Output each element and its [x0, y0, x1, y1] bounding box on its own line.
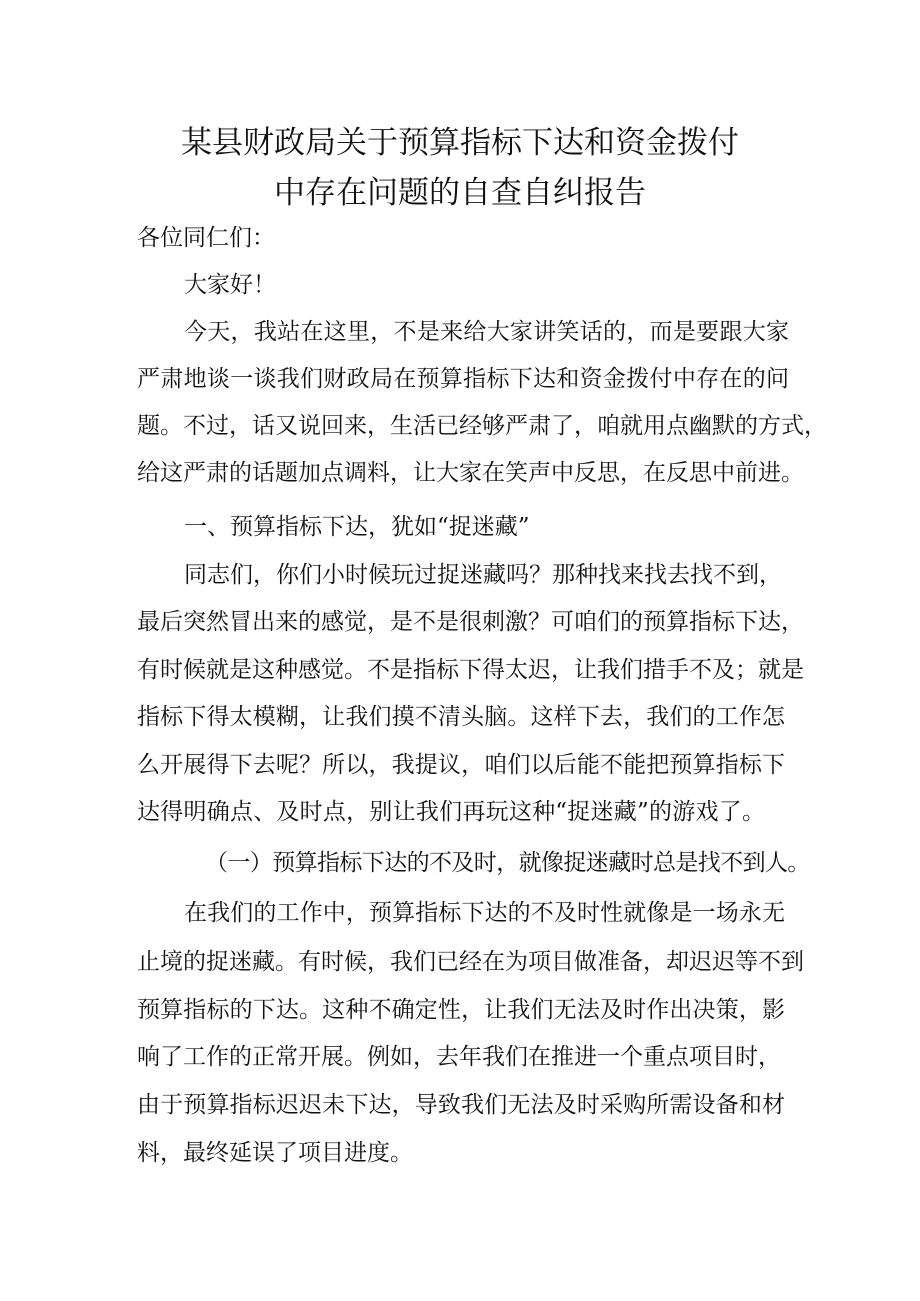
intro-line: 给这严肃的话题加点调料，让大家在笑声中反思，在反思中前进。 [137, 460, 804, 486]
document-title-line-1: 某县财政局关于预算指标下达和资金拨付 [181, 125, 739, 161]
intro-line: 题。不过，话又说回来，生活已经够严肃了，咱就用点幽默的方式， [137, 413, 827, 439]
subsection-line: 止境的捉迷藏。有时候，我们已经在为项目做准备，却迟迟等不到 [137, 949, 804, 975]
section-line: 同志们，你们小时候玩过捉迷藏吗？那种找来找去找不到， [184, 562, 782, 588]
document-title-line-2: 中存在问题的自查自纠报告 [274, 175, 646, 211]
section-line: 最后突然冒出来的感觉，是不是很刺激？可咱们的预算指标下达， [137, 609, 804, 635]
subsection-line: 在我们的工作中，预算指标下达的不及时性就像是一场永无 [184, 900, 785, 926]
section-line: 达得明确点、及时点，别让我们再玩这种“捉迷藏”的游戏了。 [137, 799, 765, 825]
intro-line: 严肃地谈一谈我们财政局在预算指标下达和资金拨付中存在的问 [137, 366, 789, 392]
subsection-line: 料，最终延误了项目进度。 [137, 1140, 413, 1166]
subsection-line: 由于预算指标迟迟未下达，导致我们无法及时采购所需设备和材 [137, 1092, 785, 1118]
section-line: 么开展得下去呢？所以，我提议，咱们以后能不能把预算指标下 [137, 752, 785, 778]
greeting: 大家好！ [184, 272, 276, 298]
intro-line: 今天，我站在这里，不是来给大家讲笑话的，而是要跟大家 [184, 319, 789, 345]
salutation: 各位同仁们： [137, 225, 275, 251]
subsection-line: 响了工作的正常开展。例如，去年我们在推进一个重点项目时， [137, 1044, 781, 1070]
section-heading: 一、预算指标下达，犹如“捉迷藏” [184, 514, 530, 540]
section-line: 有时候就是这种感觉。不是指标下得太迟，让我们措手不及；就是 [137, 657, 804, 683]
section-line: 指标下得太模糊，让我们摸不清头脑。这样下去，我们的工作怎 [137, 704, 785, 730]
subsection-line: 预算指标的下达。这种不确定性，让我们无法及时作出决策，影 [137, 997, 785, 1023]
subsection-heading: （一）预算指标下达的不及时，就像捉迷藏时总是找不到人。 [205, 850, 810, 876]
